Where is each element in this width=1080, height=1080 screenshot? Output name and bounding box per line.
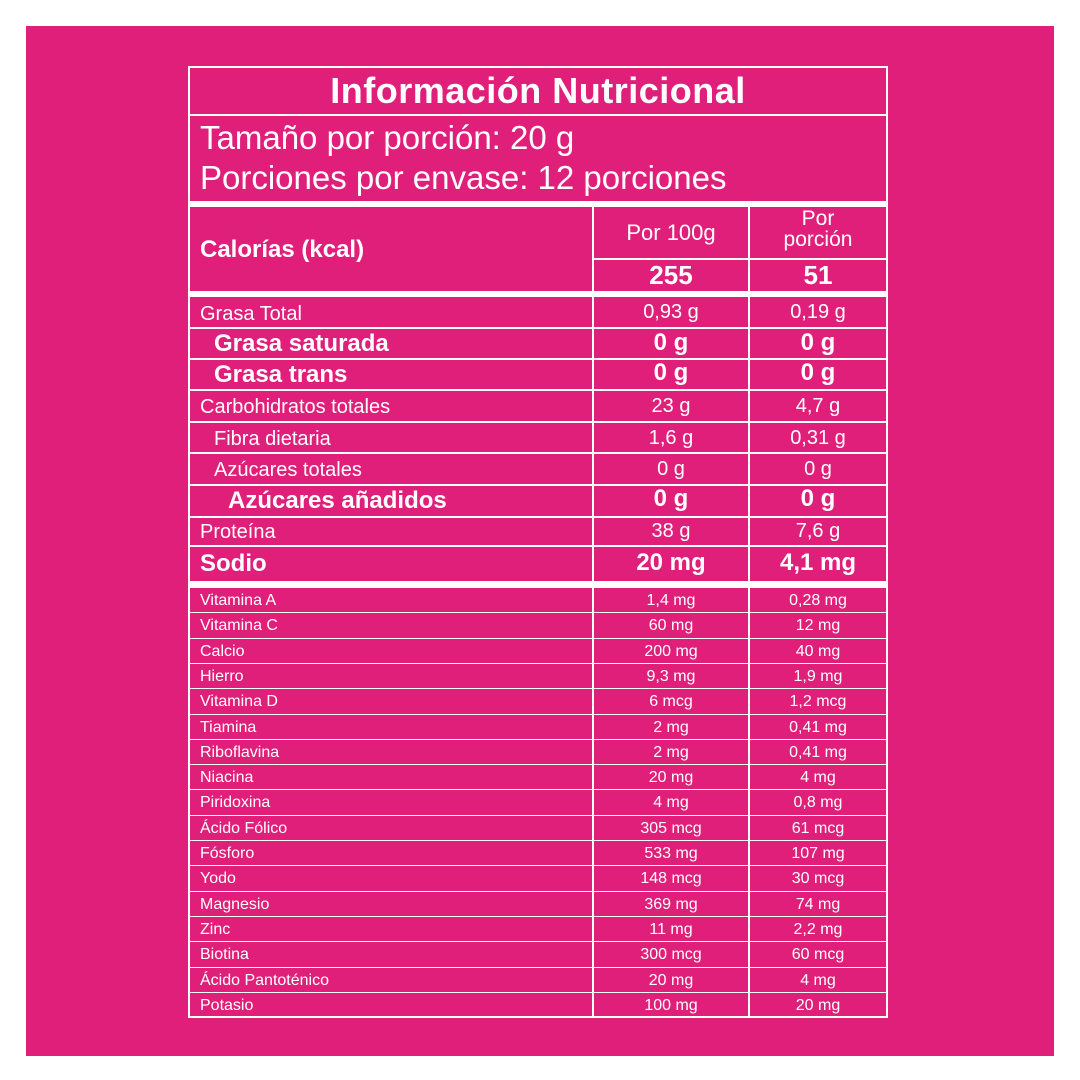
vitamin-label: Calcio [200, 642, 245, 660]
divider [190, 891, 886, 892]
serving-size: Tamaño por porción: 20 g [200, 119, 575, 156]
vitamin-per-portion: 74 mg [795, 895, 841, 913]
nutrient-label: Carbohidratos totales [200, 396, 391, 418]
nutrient-per-portion: 0 g [800, 485, 836, 512]
nutrient-per-portion: 4,7 g [795, 395, 841, 417]
vitamin-per100: 200 mg [644, 642, 698, 660]
col-header-portion-line1: Por [801, 207, 835, 230]
vitamin-label: Niacina [200, 769, 254, 787]
divider [190, 840, 886, 841]
vitamin-per100: 11 mg [649, 920, 693, 938]
nutrient-per100: 0 g [653, 359, 689, 386]
vitamin-label: Biotina [200, 946, 249, 964]
divider [190, 941, 886, 942]
vitamin-per100: 2 mg [653, 718, 689, 736]
vitamin-per-portion: 0,8 mg [793, 794, 843, 812]
vitamin-label: Piridoxina [200, 794, 271, 812]
divider [190, 714, 886, 715]
vitamin-per100: 369 mg [644, 895, 698, 913]
vitamin-per100: 300 mcg [640, 946, 702, 964]
divider [190, 764, 886, 765]
divider [190, 916, 886, 917]
vitamin-per100: 2 mg [653, 743, 689, 761]
vitamin-label: Vitamina D [200, 693, 278, 711]
nutrient-label: Fibra dietaria [214, 428, 331, 450]
nutrient-per100: 1,6 g [648, 427, 694, 449]
nutrient-per100: 20 mg [636, 549, 706, 576]
nutrient-label: Azúcares totales [214, 459, 362, 481]
calories-per-portion: 51 [803, 260, 833, 290]
vitamin-per-portion: 4 mg [800, 971, 836, 989]
divider [190, 612, 886, 613]
vitamin-per100: 148 mcg [640, 870, 702, 888]
calories-per-100g: 255 [649, 260, 693, 290]
vitamin-label: Zinc [200, 920, 231, 938]
vitamin-per-portion: 1,2 mcg [789, 693, 847, 711]
nutrient-per100: 0,93 g [643, 301, 699, 323]
nutrient-per-portion: 0,31 g [790, 427, 846, 449]
vitamin-per100: 9,3 mg [646, 667, 696, 685]
vitamin-per-portion: 0,28 mg [789, 592, 847, 609]
vitamin-label: Fósforo [200, 845, 255, 862]
nutrient-label: Proteína [200, 521, 276, 543]
nutrient-per-portion: 0 g [804, 458, 832, 480]
nutrient-per100: 0 g [657, 458, 685, 480]
vitamin-label: Tiamina [200, 718, 257, 736]
divider [190, 789, 886, 790]
divider [190, 638, 886, 639]
vitamin-per-portion: 40 mg [795, 642, 841, 660]
vitamin-label: Magnesio [200, 895, 270, 913]
vitamin-per-portion: 4 mg [800, 769, 836, 787]
vitamin-label: Ácido Pantoténico [200, 971, 329, 989]
nutrient-label: Grasa Total [200, 303, 302, 325]
nutrient-per-portion: 0 g [800, 329, 836, 356]
divider [190, 992, 886, 993]
nutrient-per100: 0 g [653, 485, 689, 512]
divider [190, 865, 886, 866]
vitamin-per100: 20 mg [648, 971, 694, 989]
divider [190, 663, 886, 664]
vitamin-per-portion: 30 mcg [791, 870, 845, 888]
vitamin-per-portion: 61 mcg [791, 819, 845, 837]
vitamin-per-portion: 12 mg [795, 617, 841, 635]
nutrient-per100: 23 g [651, 395, 691, 417]
calories-label: Calorías (kcal) [200, 236, 365, 263]
nutrient-per-portion: 0,19 g [790, 301, 846, 323]
nutrient-label: Azúcares añadidos [228, 487, 447, 514]
nutrient-per-portion: 7,6 g [795, 520, 841, 542]
thick-divider [190, 581, 886, 588]
nutrient-label: Sodio [200, 550, 267, 577]
vitamin-per100: 4 mg [653, 794, 689, 812]
vitamin-per100: 6 mcg [649, 693, 693, 711]
vitamin-label: Riboflavina [200, 743, 280, 761]
divider [190, 688, 886, 689]
label-title: Información Nutricional [330, 70, 746, 111]
vitamin-per100: 1,4 mg [646, 592, 696, 609]
vitamin-per100: 60 mg [648, 617, 694, 635]
vitamin-label: Hierro [200, 667, 244, 685]
nutrient-label: Grasa saturada [214, 330, 389, 357]
col-header-portion-line2: porción [783, 228, 853, 251]
nutrient-per100: 38 g [651, 520, 691, 542]
divider [190, 739, 886, 740]
vitamin-label: Vitamina C [200, 617, 278, 635]
nutrient-label: Grasa trans [214, 361, 348, 388]
vitamin-per-portion: 107 mg [791, 845, 845, 862]
vitamin-per100: 100 mg [644, 996, 698, 1014]
vitamin-per-portion: 0,41 mg [789, 718, 847, 736]
vitamin-per100: 533 mg [644, 845, 698, 862]
vitamin-label: Yodo [200, 870, 236, 888]
vitamin-per-portion: 60 mcg [791, 946, 845, 964]
servings-per-container: Porciones por envase: 12 porciones [200, 159, 727, 196]
thick-divider [190, 201, 886, 207]
vitamin-per100: 20 mg [648, 769, 694, 787]
nutrient-per-portion: 4,1 mg [779, 549, 857, 576]
vitamin-per100: 305 mcg [640, 819, 702, 837]
vitamin-label: Potasio [200, 996, 254, 1014]
divider [190, 114, 886, 116]
col-header-100g: Por 100g [626, 220, 716, 245]
vitamin-label: Ácido Fólico [200, 819, 288, 837]
vitamin-label: Vitamina A [200, 592, 277, 609]
divider [190, 815, 886, 816]
vitamin-per-portion: 0,41 mg [789, 743, 847, 761]
vitamin-per-portion: 2,2 mg [793, 920, 843, 938]
vitamin-per-portion: 1,9 mg [793, 667, 843, 685]
nutrition-facts-label [188, 66, 888, 1018]
vitamin-per-portion: 20 mg [795, 996, 841, 1014]
nutrient-per100: 0 g [653, 329, 689, 356]
divider [190, 967, 886, 968]
nutrient-per-portion: 0 g [800, 359, 836, 386]
